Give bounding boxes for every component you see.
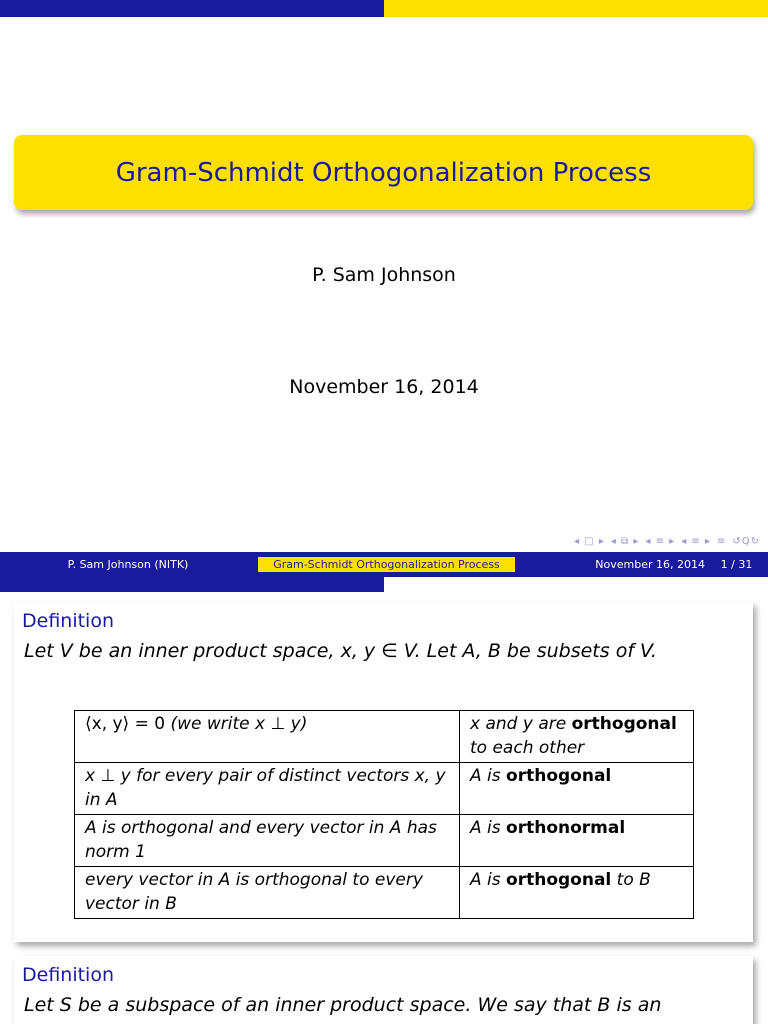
- result-prefix: x and y are: [470, 714, 572, 734]
- footer-underbar: [0, 577, 384, 592]
- table-row: [75, 711, 694, 763]
- nav-frame-icon[interactable]: ◂ □ ▸: [574, 536, 605, 547]
- condition-text: every vector in A is orthogonal to every vector in B: [85, 870, 423, 914]
- result-term: orthogonal: [506, 870, 612, 890]
- definitions-table: [74, 710, 694, 919]
- table-row: [75, 867, 694, 919]
- title-box: [14, 135, 753, 210]
- nav-align-icon[interactable]: ≡: [716, 536, 727, 547]
- result-prefix: A is: [470, 870, 507, 890]
- footer-bar: [0, 552, 768, 577]
- result-cell: [460, 711, 694, 763]
- condition-text: A is orthogonal and every vector in A has norm 1: [85, 818, 437, 862]
- footer-author: P. Sam Johnson (NITK): [67, 558, 189, 571]
- result-term: orthogonal: [506, 766, 612, 786]
- footer-page-number: 1 / 31: [720, 558, 753, 571]
- nav-search-icon[interactable]: ↺Q↻: [732, 536, 760, 547]
- nav-section2-icon[interactable]: ◂ ≡ ▸: [681, 536, 711, 547]
- slide-title: Gram-Schmidt Orthogonalization Process: [115, 157, 652, 188]
- footer-date: November 16, 2014: [595, 558, 705, 571]
- condition-math: ⟨x, y⟩ = 0: [85, 714, 166, 734]
- result-cell: [460, 867, 694, 919]
- nav-section-icon[interactable]: ◂ ≡ ▸: [645, 536, 676, 547]
- result-suffix: to each other: [470, 738, 585, 758]
- condition-cell: [75, 867, 460, 919]
- author-name: P. Sam Johnson: [312, 264, 456, 286]
- table-row: [75, 815, 694, 867]
- condition-cell: [75, 711, 460, 763]
- condition-cell: [75, 763, 460, 815]
- top-color-bar: [0, 0, 768, 17]
- result-prefix: A is: [470, 766, 507, 786]
- top-bar-navy: [0, 0, 384, 17]
- result-suffix: to B: [611, 870, 651, 890]
- block-title: Definition: [22, 610, 115, 632]
- footer-title: Gram-Schmidt Orthogonalization Process: [258, 557, 515, 572]
- definition-block-2: [14, 956, 753, 1024]
- nav-subsection-icon[interactable]: ◂ ⧉ ▸: [610, 536, 640, 547]
- block-intro: Let V be an inner product space, x, y ∈ V. Let A, B be subsets of V.: [24, 640, 657, 662]
- definition-slide: [0, 592, 768, 1024]
- presentation-date: November 16, 2014: [289, 376, 479, 398]
- block2-title: Definition: [22, 964, 115, 986]
- result-term: orthonormal: [506, 818, 626, 838]
- result-cell: [460, 763, 694, 815]
- top-bar-yellow: [384, 0, 768, 17]
- navigation-controls[interactable]: [574, 536, 760, 547]
- definition-block: [14, 602, 753, 942]
- result-term: orthogonal: [571, 714, 677, 734]
- result-prefix: A is: [470, 818, 507, 838]
- condition-text: (we write x ⊥ y): [165, 714, 308, 734]
- result-cell: [460, 815, 694, 867]
- condition-cell: [75, 815, 460, 867]
- condition-text: x ⊥ y for every pair of distinct vectors x, y in A: [85, 766, 446, 810]
- table-row: [75, 763, 694, 815]
- block2-text: Let S be a subspace of an inner product space. We say that B is an: [24, 994, 662, 1016]
